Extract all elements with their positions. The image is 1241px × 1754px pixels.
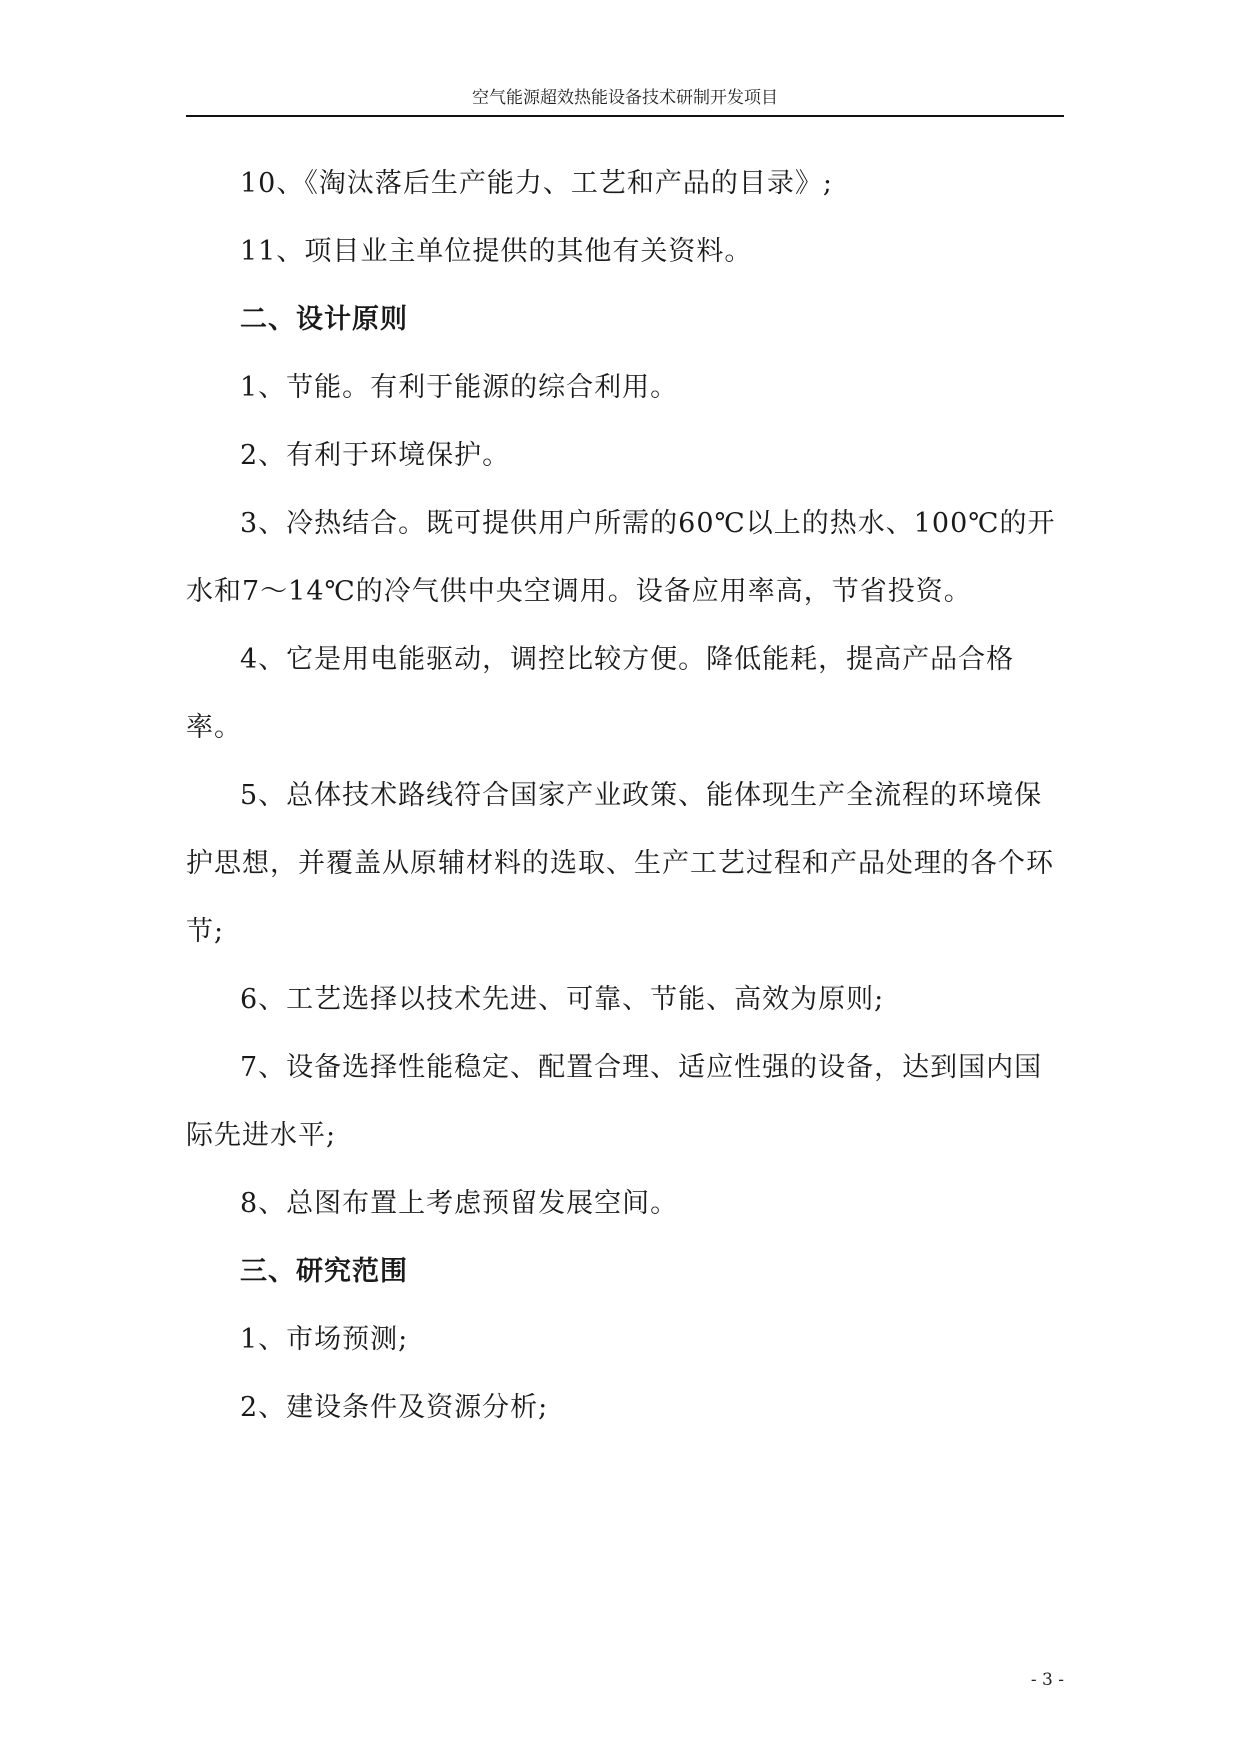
paragraph-scope-2: 2、建设条件及资源分析; — [240, 1392, 549, 1423]
paragraph-principle-3: 3、冷热结合。既可提供用户所需的60℃以上的热水、100℃的开水和7～14℃的冷气供中央空调用。设备应用率高，节省投资。 — [186, 508, 1056, 607]
paragraph-item-11: 11、项目业主单位提供的其他有关资料。 — [240, 236, 753, 267]
paragraph-principle-1: 1、节能。有利于能源的综合利用。 — [240, 372, 679, 403]
paragraph-principle-5: 5、总体技术路线符合国家产业政策、能体现生产全流程的环境保护思想，并覆盖从原辅材料的选取、生产工艺过程和产品处理的各个环节; — [186, 780, 1054, 947]
section-heading-research-scope: 三、研究范围 — [240, 1256, 408, 1287]
section-heading-design-principles: 二、设计原则 — [240, 304, 408, 335]
paragraph-item-10: 10、《淘汰落后生产能力、工艺和产品的目录》; — [240, 168, 833, 199]
paragraph-scope-1: 1、市场预测; — [240, 1324, 409, 1355]
paragraph-principle-8: 8、总图布置上考虑预留发展空间。 — [240, 1188, 679, 1219]
paragraph-principle-6: 6、工艺选择以技术先进、可靠、节能、高效为原则; — [240, 984, 885, 1015]
paragraph-principle-4: 4、它是用电能驱动，调控比较方便。降低能耗，提高产品合格率。 — [186, 644, 1015, 743]
paragraph-principle-2: 2、有利于环境保护。 — [240, 440, 511, 471]
header-divider — [186, 115, 1064, 117]
document-body — [186, 150, 1064, 1442]
paragraph-principle-7: 7、设备选择性能稳定、配置合理、适应性强的设备，达到国内国际先进水平; — [186, 1052, 1043, 1151]
page-header: 空气能源超效热能设备技术研制开发项目 — [472, 88, 778, 108]
page-number: - 3 - — [1030, 1670, 1064, 1690]
